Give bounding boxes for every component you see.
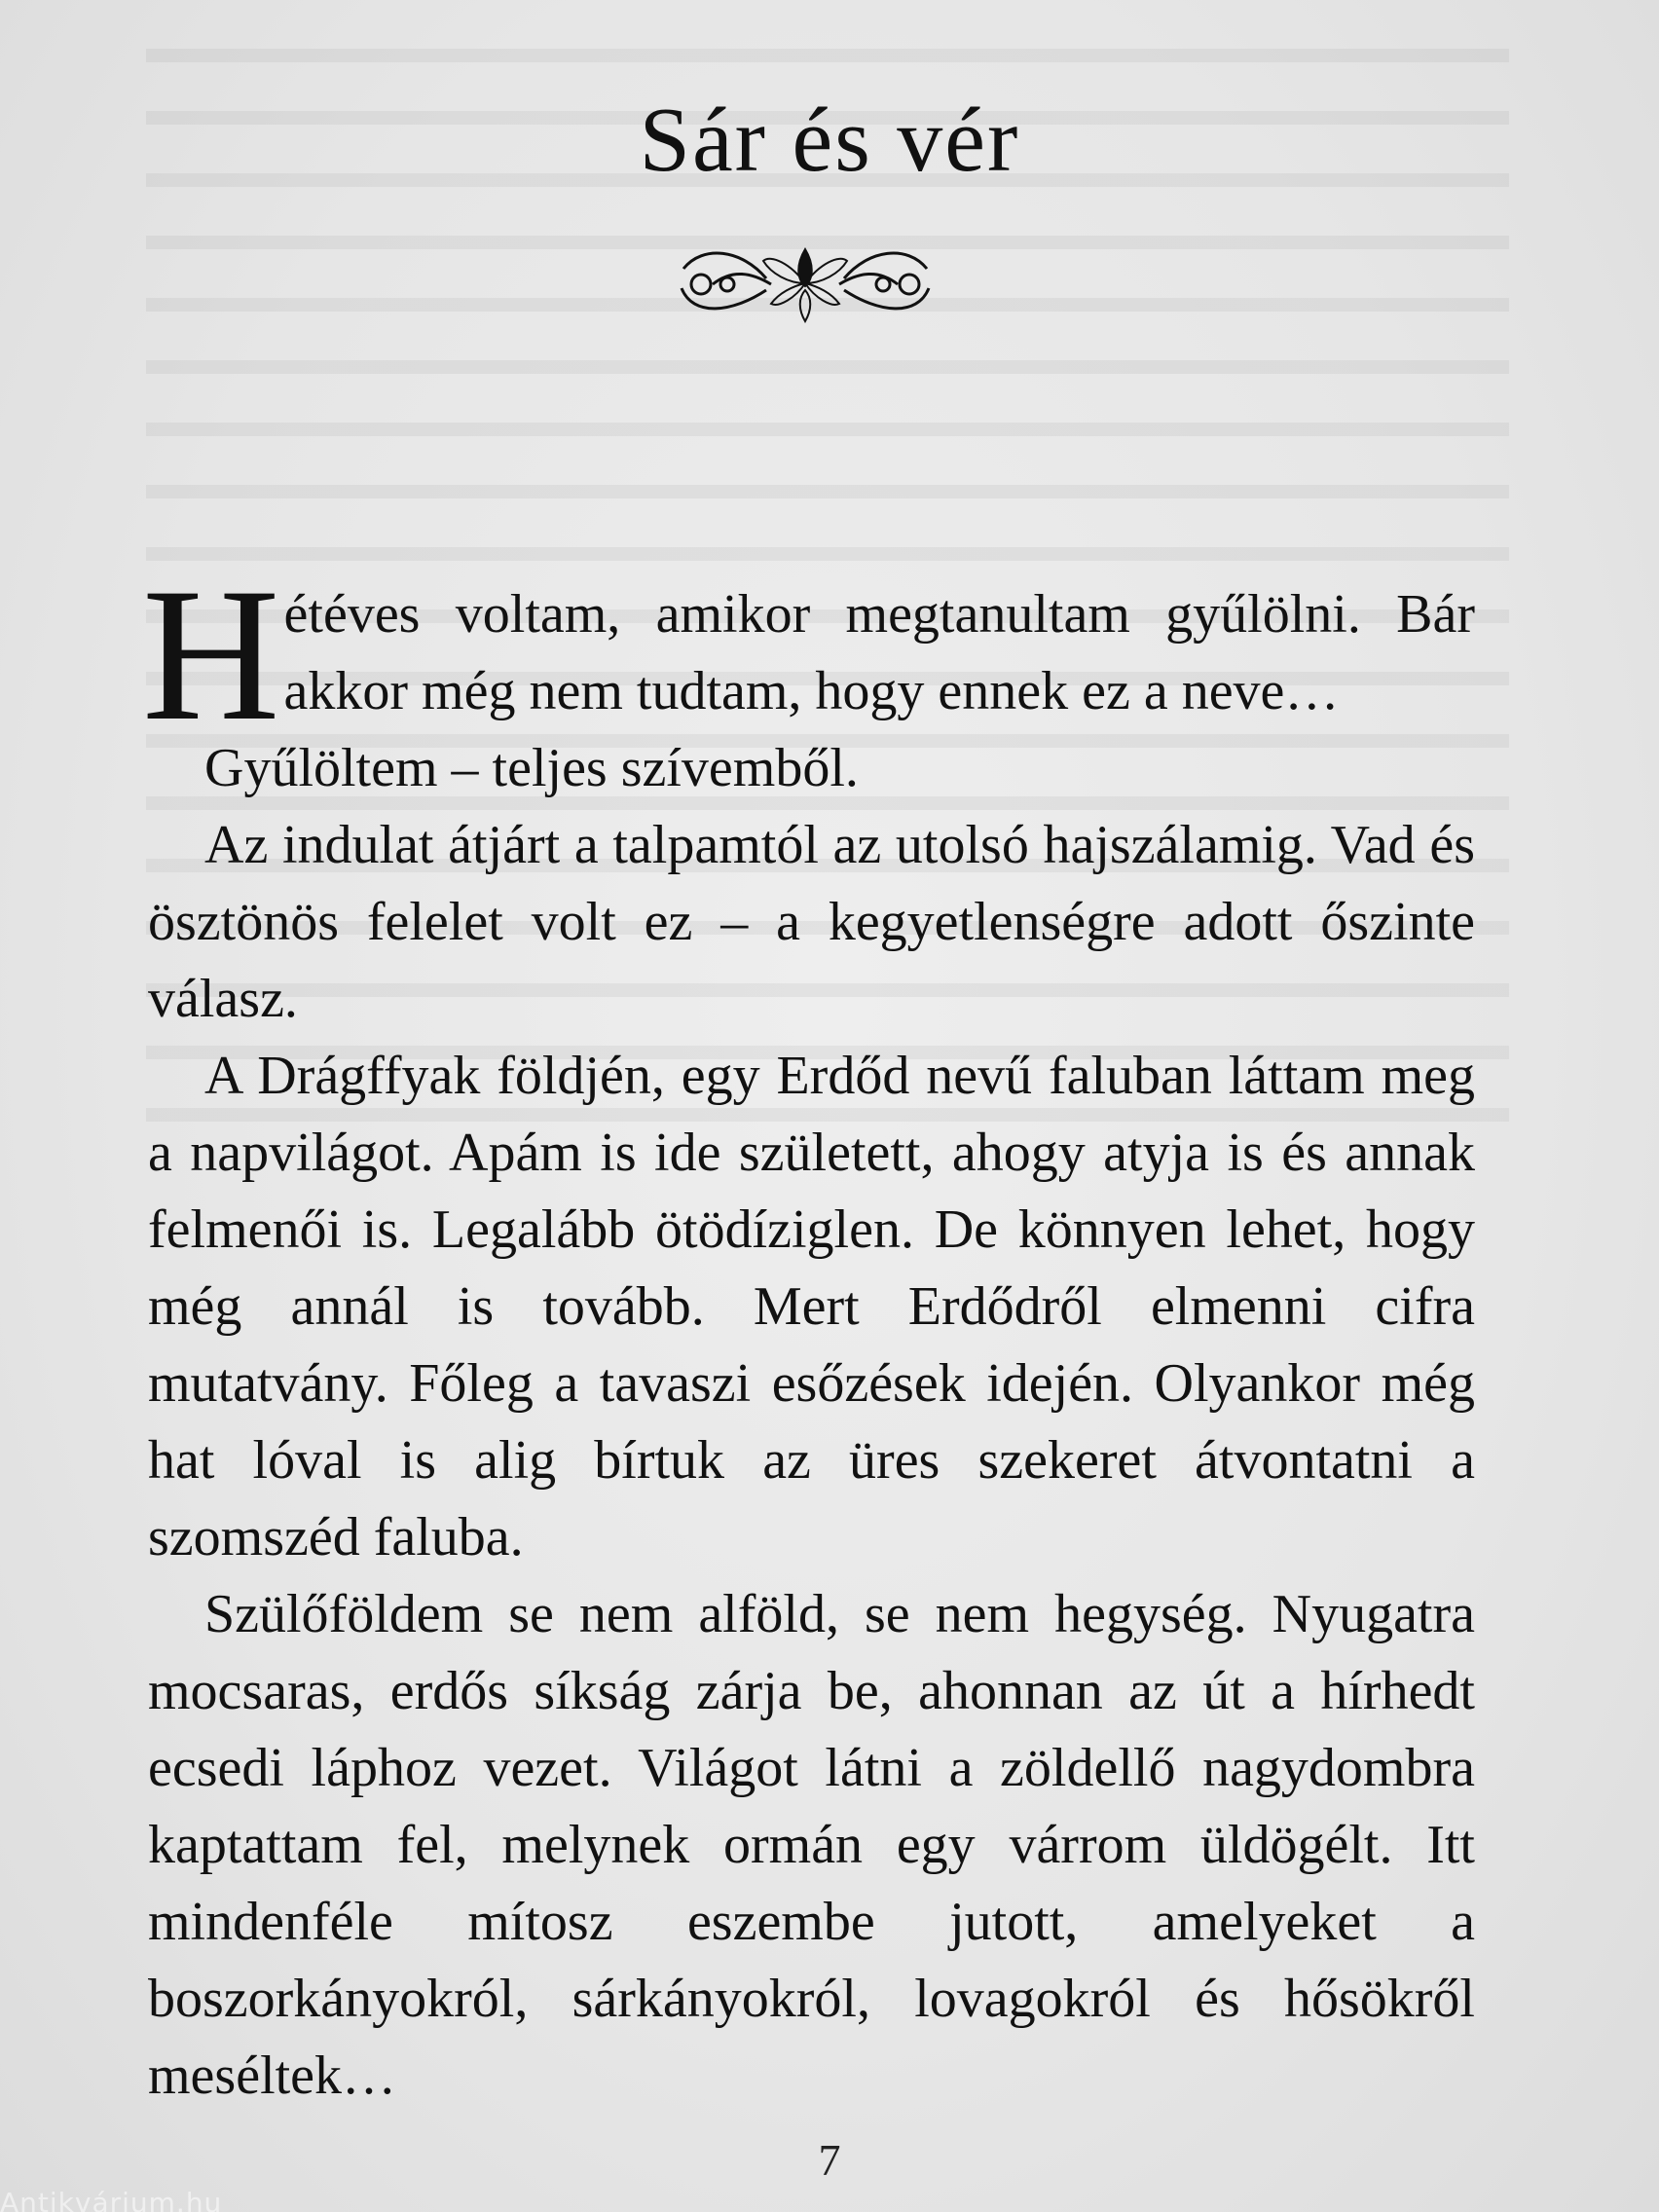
paragraph: Gyűlöltem – teljes szívemből. xyxy=(204,738,859,798)
floral-scroll-ornament-icon xyxy=(674,240,937,327)
chapter-title: Sár és vér xyxy=(639,90,1020,191)
watermark: Antikvárium.hu xyxy=(0,2187,223,2212)
paragraph-text: étéves voltam, amikor megtanultam gyűlölni. Bár akkor még nem tudtam, hogy ennek ez a neve… xyxy=(283,584,1475,721)
paragraph: A Drágffyak földjén, egy Erdőd nevű faluban láttam meg a napvilágot. Apám is ide született, ahogy atyja is és annak felmenői is. Legalább ötödíziglen. De könnyen lehet, hogy még annál is tovább. Mert Erdődről elmenni cifra mutatvány. Főleg a tavaszi esőzések idején. Olyankor még hat lóval is alig bírtuk az üres szekeret átvontatni a szomszéd faluba. xyxy=(148,1046,1475,1567)
page-number: 7 xyxy=(818,2135,841,2185)
paragraph: Szülőföldem se nem alföld, se nem hegység. Nyugatra mocsaras, erdős síkság zárja be, ahonnan az út a hírhedt ecsedi láphoz vezet. Világot látni a zöldellő nagydombra kaptattam fel, melynek ormán egy várrom üldögélt. Itt mindenféle mítosz eszembe jutott, amelyeket a boszorkányokról, sárkányokról, lovagokról és hősökről meséltek… xyxy=(148,1584,1475,2106)
chapter-body xyxy=(142,549,1475,2115)
paragraph: Az indulat átjárt a talpamtól az utolsó hajszálamig. Vad és ösztönös felelet volt ez – a kegyetlenségre adott őszinte válasz. xyxy=(148,815,1475,1029)
drop-cap: H xyxy=(142,549,280,760)
paragraph xyxy=(142,549,1475,760)
